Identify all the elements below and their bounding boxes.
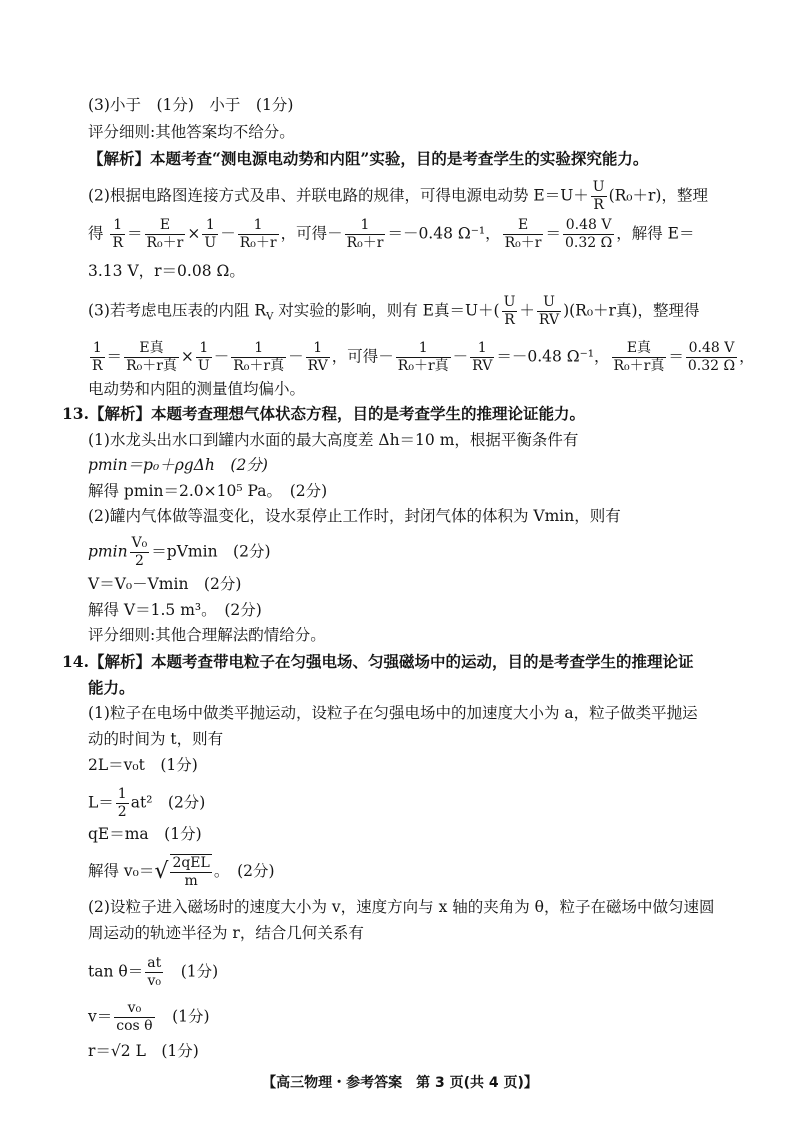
fraction: [396, 340, 451, 375]
numerator: 1: [117, 786, 127, 802]
denominator: 0.32 Ω: [687, 358, 736, 374]
fraction: [145, 217, 186, 252]
text-line: 解得 pmin＝2.0×10⁵ Pa。 (2分): [88, 482, 328, 500]
symbol: ，: [739, 347, 755, 366]
formula-line: [88, 786, 205, 821]
symbol: －: [213, 347, 230, 366]
numerator: 1: [470, 340, 494, 358]
text-line: 电动势和内阻的测量值均偏小。: [88, 380, 306, 398]
text-line: 评分细则:其他答案均不给分。: [88, 123, 295, 141]
radical-sign: √: [154, 859, 169, 884]
text-segment: ＝－0.48 Ω⁻¹，: [387, 224, 501, 243]
fraction: [563, 217, 614, 252]
symbol: －: [452, 347, 469, 366]
denominator: 0.32 Ω: [565, 235, 613, 251]
text-line: 2L＝v₀t (1分): [88, 756, 198, 774]
question-13-heading: 13.【解析】本题考查理想气体状态方程，目的是考查学生的推理论证能力。: [62, 404, 585, 423]
symbol: ×: [180, 347, 194, 366]
text-line: (1)粒子在电场中做类平抛运动，设粒子在匀强电场中的加速度大小为 a，粒子做类平抛运: [88, 704, 698, 722]
fraction: [502, 294, 518, 329]
formula-line: [88, 535, 271, 570]
text-line: 动的时间为 t，则有: [88, 730, 224, 748]
text-segment: ＝pVmin (2分): [151, 542, 271, 561]
fraction: [196, 340, 212, 375]
denominator: R: [593, 197, 604, 213]
denominator: RV: [538, 312, 560, 328]
fraction: [238, 217, 279, 252]
fraction: [110, 217, 125, 252]
text-line: qE＝ma (1分): [88, 825, 202, 843]
formula-line: [88, 179, 708, 214]
denominator: R₀＋r: [146, 235, 184, 251]
text-line: 评分细则:其他合理解法酌情给分。: [88, 626, 326, 644]
numerator: E真: [124, 340, 179, 358]
text-segment: ，解得 E＝: [616, 224, 695, 243]
numerator: 1: [345, 217, 386, 235]
denominator: m: [184, 873, 198, 889]
symbol: ＝: [106, 347, 123, 366]
text-segment: ＝－0.48 Ω⁻¹，: [496, 347, 610, 366]
numerator: 2qEL: [172, 855, 210, 871]
text-segment: ，可得－: [280, 224, 343, 243]
text-segment: (1分): [165, 962, 219, 981]
numerator: 1: [202, 217, 218, 235]
numerator: 1: [90, 340, 105, 358]
text-segment: 。 (2分): [213, 862, 275, 880]
denominator: RV: [472, 358, 493, 374]
fraction: [612, 340, 667, 375]
text-line: (3)小于 (1分) 小于 (1分): [88, 96, 294, 114]
denominator: 2: [117, 804, 127, 820]
numerator: E真: [612, 340, 667, 358]
formula-line: [88, 294, 700, 329]
denominator: cos θ: [116, 1018, 153, 1034]
numerator: 1: [231, 340, 286, 358]
subscript: V: [266, 311, 274, 323]
text-segment: 解得 v₀＝: [88, 862, 155, 880]
fraction: [90, 340, 105, 375]
text-line: 解得 V＝1.5 m³。 (2分): [88, 601, 262, 619]
denominator: R₀＋r真: [613, 358, 665, 374]
formula-line: [88, 854, 275, 890]
symbol: －: [288, 347, 304, 366]
text-segment: at² (2分): [130, 793, 206, 812]
denominator: U: [204, 235, 217, 251]
numerator: 1: [396, 340, 451, 358]
text-segment: )(R₀＋r真)，整理得: [563, 301, 700, 320]
numerator: at: [147, 955, 162, 971]
fraction: [231, 340, 286, 375]
numerator: E: [503, 217, 544, 235]
fraction: [170, 854, 211, 890]
denominator: R₀＋r: [239, 235, 277, 251]
fraction: [591, 179, 607, 214]
analysis-heading: 【解析】本题考查“测电源电动势和内阻”实验，目的是考查学生的实验探究能力。: [88, 149, 649, 168]
fraction: [686, 340, 737, 375]
numerator: 1: [196, 340, 212, 358]
text-line: (2)罐内气体做等温变化，设水泵停止工作时，封闭气体的体积为 Vmin，则有: [88, 507, 621, 525]
fraction: [537, 294, 561, 329]
numerator: U: [537, 294, 561, 312]
fraction: [124, 340, 179, 375]
fraction: [470, 340, 494, 375]
fraction: [145, 955, 163, 990]
text-line: r＝√2 L (1分): [88, 1042, 199, 1060]
text-segment: v＝: [88, 1007, 113, 1026]
text-segment: ，可得－: [331, 347, 394, 366]
text-segment: L＝: [88, 793, 114, 812]
fraction: [130, 535, 150, 570]
text-segment: (R₀＋r)，整理: [608, 186, 708, 205]
square-root: [154, 854, 213, 890]
symbol: ＝: [127, 224, 143, 243]
formula-line: [88, 1000, 210, 1035]
numerator: U: [592, 179, 605, 195]
page-footer: 【高三物理・参考答案 第 3 页(共 4 页)】: [262, 1075, 538, 1091]
text-segment: (1分): [156, 1007, 210, 1026]
fraction: [116, 786, 129, 821]
symbol: ＋: [519, 301, 535, 320]
numerator: 1: [110, 217, 125, 235]
numerator: 1: [306, 340, 330, 358]
numerator: U: [503, 294, 516, 310]
symbol: ×: [187, 224, 201, 243]
text-line: (2)设粒子进入磁场时的速度大小为 v，速度方向与 x 轴的夹角为 θ，粒子在磁场中做匀速圆: [88, 898, 715, 916]
formula-line: [88, 340, 755, 375]
symbol: －: [220, 224, 236, 243]
denominator: v₀: [147, 973, 161, 989]
numerator: V₀: [131, 535, 148, 551]
denominator: 2: [134, 553, 144, 569]
text-segment: 对实验的影响，则有 E真＝U＋(: [273, 301, 500, 320]
formula-line: [88, 217, 694, 252]
denominator: R: [112, 235, 123, 251]
text-line: pmin＝p₀＋ρgΔh (2分): [88, 456, 268, 474]
text-segment: (2)根据电路图连接方式及串、并联电路的规律，可得电源电动势 E＝U＋: [88, 186, 589, 205]
denominator: U: [197, 358, 210, 374]
question-14-heading: 14.【解析】本题考查带电粒子在匀强电场、匀强磁场中的运动，目的是考查学生的推理论证: [62, 652, 694, 671]
fraction: [503, 217, 544, 252]
text-line: 周运动的轨迹半径为 r，结合几何关系有: [88, 924, 364, 942]
fraction: [202, 217, 218, 252]
formula-line: [88, 955, 218, 990]
denominator: R₀＋r真: [126, 358, 177, 374]
text-segment: tan θ＝: [88, 962, 144, 981]
text-line: V＝V₀－Vmin (2分): [88, 575, 242, 593]
numerator: v₀: [114, 1000, 154, 1018]
denominator: R₀＋r真: [397, 358, 449, 374]
numerator: 0.48 V: [686, 340, 737, 358]
text-line: 能力。: [88, 678, 135, 697]
text-segment: 得: [88, 224, 104, 243]
symbol: ＝: [545, 224, 561, 243]
symbol: pmin: [88, 542, 128, 561]
denominator: R₀＋r: [346, 235, 384, 251]
fraction: [114, 1000, 154, 1035]
denominator: R₀＋r: [504, 235, 542, 251]
text-segment: (3)若考虑电压表的内阻 R: [88, 301, 267, 320]
numerator: E: [145, 217, 186, 235]
text-line: (1)水龙头出水口到罐内水面的最大高度差 Δh＝10 m，根据平衡条件有: [88, 431, 579, 449]
fraction: [306, 340, 330, 375]
fraction: [345, 217, 386, 252]
denominator: R: [92, 358, 103, 374]
denominator: R: [504, 312, 515, 328]
text-line: 3.13 V，r＝0.08 Ω。: [88, 262, 245, 280]
denominator: RV: [307, 358, 328, 374]
symbol: ＝: [668, 347, 684, 366]
denominator: R₀＋r真: [233, 358, 285, 374]
numerator: 1: [238, 217, 279, 235]
numerator: 0.48 V: [563, 217, 614, 235]
